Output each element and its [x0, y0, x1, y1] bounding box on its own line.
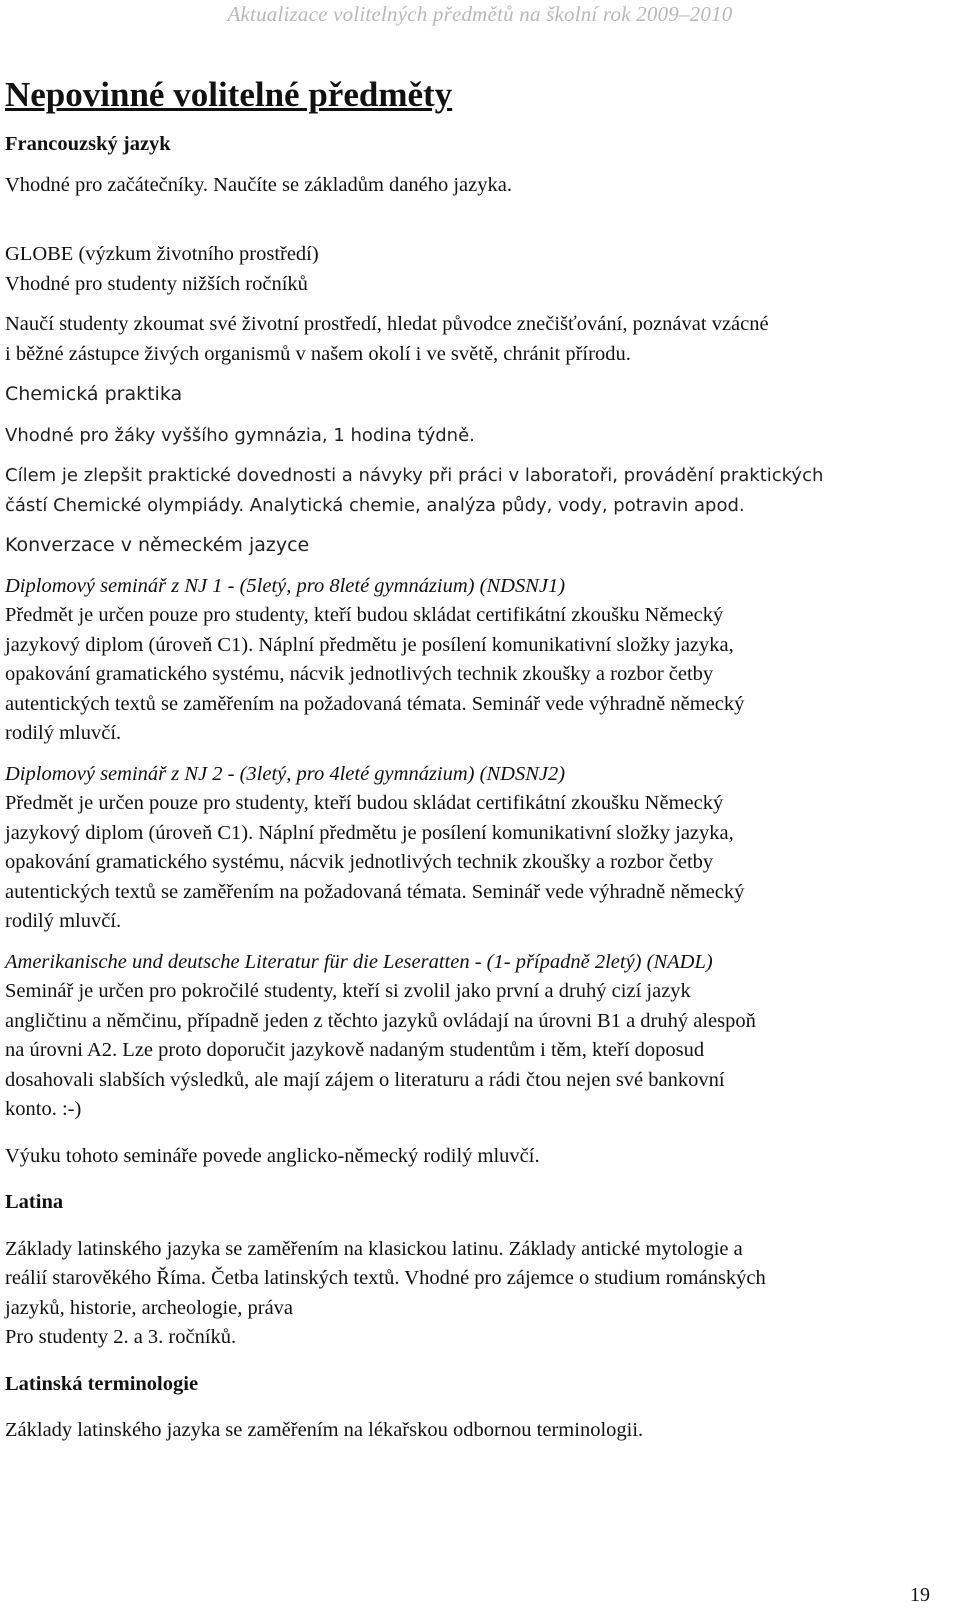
text-line: opakování gramatického systému, nácvik jednotlivých technik zkoušky a rozbor četby: [5, 663, 714, 685]
page-title: Nepovinné volitelné předměty: [5, 75, 453, 114]
text-line: jazykový diplom (úroveň C1). Náplní předmětu je posílení komunikativní složky jazyka,: [5, 821, 734, 844]
section-subtitle: Vhodné pro žáky vyššího gymnázia, 1 hodina týdně.: [5, 424, 475, 446]
course-title-ndsnj2: Diplomový seminář z NJ 2 - (3letý, pro 4leté gymnázium) (NDSNJ2): [5, 762, 566, 785]
section-latina: [5, 1188, 940, 1353]
text-line: angličtinu a němčinu, případně jeden z těchto jazyků ovládají na úrovni B1 a druhý alespoň: [5, 1009, 756, 1032]
text-line: na úrovni A2. Lze proto doporučit jazykově nadaným studentům i těm, kteří doposud: [5, 1039, 705, 1061]
text-line: autentických textů se zaměřením na požadovaná témata. Seminář vede výhradně německý: [5, 692, 745, 715]
section-text-line: Naučí studenty zkoumat své životní prostředí, hledat původce znečišťování, poznávat vzácné: [5, 313, 769, 335]
text-line: Pro studenty 2. a 3. ročníků.: [5, 1326, 237, 1348]
section-subtitle: Vhodné pro studenty nižších ročníků: [5, 272, 308, 295]
course-note: Výuku tohoto semináře povede anglicko-německý rodilý mluvčí.: [5, 1144, 540, 1167]
text-line: rodilý mluvčí.: [5, 722, 122, 744]
page-number: 19: [910, 1584, 930, 1606]
text-line: Předmět je určen pouze pro studenty, kteří budou skládat certifikátní zkoušku Německý: [5, 604, 724, 626]
section-title: Latinská terminologie: [5, 1372, 199, 1395]
section-title: Francouzský jazyk: [5, 133, 171, 155]
section-globe: [5, 240, 940, 369]
text-line: rodilý mluvčí.: [5, 910, 122, 932]
section-text: Vhodné pro začátečníky. Naučíte se základům daného jazyka.: [5, 173, 512, 196]
section-text-line: částí Chemické olympiády. Analytická chemie, analýza půdy, vody, potravin apod.: [5, 494, 745, 516]
text-line: Předmět je určen pouze pro studenty, kteří budou skládat certifikátní zkoušku Německý: [5, 792, 724, 814]
section-title: Chemická praktika: [5, 383, 183, 405]
section-text-line: Cílem je zlepšit praktické dovednosti a návyky při práci v laboratoři, provádění praktických: [5, 465, 824, 486]
course-title-nadl: Amerikanische und deutsche Literatur für die Leseratten - (1- případně 2letý) (NADL): [5, 950, 713, 973]
text-line: konto. :-): [5, 1098, 82, 1120]
section-chemicka: [5, 380, 940, 520]
text-line: jazyků, historie, archeologie, práva: [5, 1296, 294, 1319]
course-title-ndsnj1: Diplomový seminář z NJ 1 - (5letý, pro 8leté gymnázium) (NDSNJ1): [5, 574, 566, 597]
section-latinska-terminologie: [5, 1370, 940, 1446]
section-title: Latina: [5, 1191, 64, 1213]
text-line: Seminář je určen pro pokročilé studenty, kteří si zvolil jako první a druhý cizí jazyk: [5, 980, 691, 1002]
document-body: [5, 72, 940, 1446]
text-line: dosahovali slabších výsledků, ale mají zájem o literaturu a rádi čtou nejen své bankovní: [5, 1068, 725, 1091]
text-line: reálií starověkého Říma. Četba latinských textů. Vhodné pro zájemce o studium románských: [5, 1267, 766, 1289]
section-konverzace: [5, 531, 940, 1171]
section-text: Základy latinského jazyka se zaměřením na lékařskou odbornou terminologii.: [5, 1419, 644, 1441]
section-francouzsky: [5, 130, 940, 200]
text-line: opakování gramatického systému, nácvik jednotlivých technik zkoušky a rozbor četby: [5, 851, 714, 873]
section-title: Konverzace v německém jazyce: [5, 534, 310, 556]
text-line: Základy latinského jazyka se zaměřením na klasickou latinu. Základy antické mytologie a: [5, 1237, 743, 1260]
section-title: GLOBE (výzkum životního prostředí): [5, 243, 319, 265]
text-line: jazykový diplom (úroveň C1). Náplní předmětu je posílení komunikativní složky jazyka,: [5, 633, 734, 656]
running-header: Aktualizace volitelných předmětů na školní rok 2009–2010: [227, 2, 733, 26]
text-line: autentických textů se zaměřením na požadovaná témata. Seminář vede výhradně německý: [5, 880, 745, 903]
section-text-line: i běžné zástupce živých organismů v našem okolí i ve světě, chránit přírodu.: [5, 342, 631, 365]
